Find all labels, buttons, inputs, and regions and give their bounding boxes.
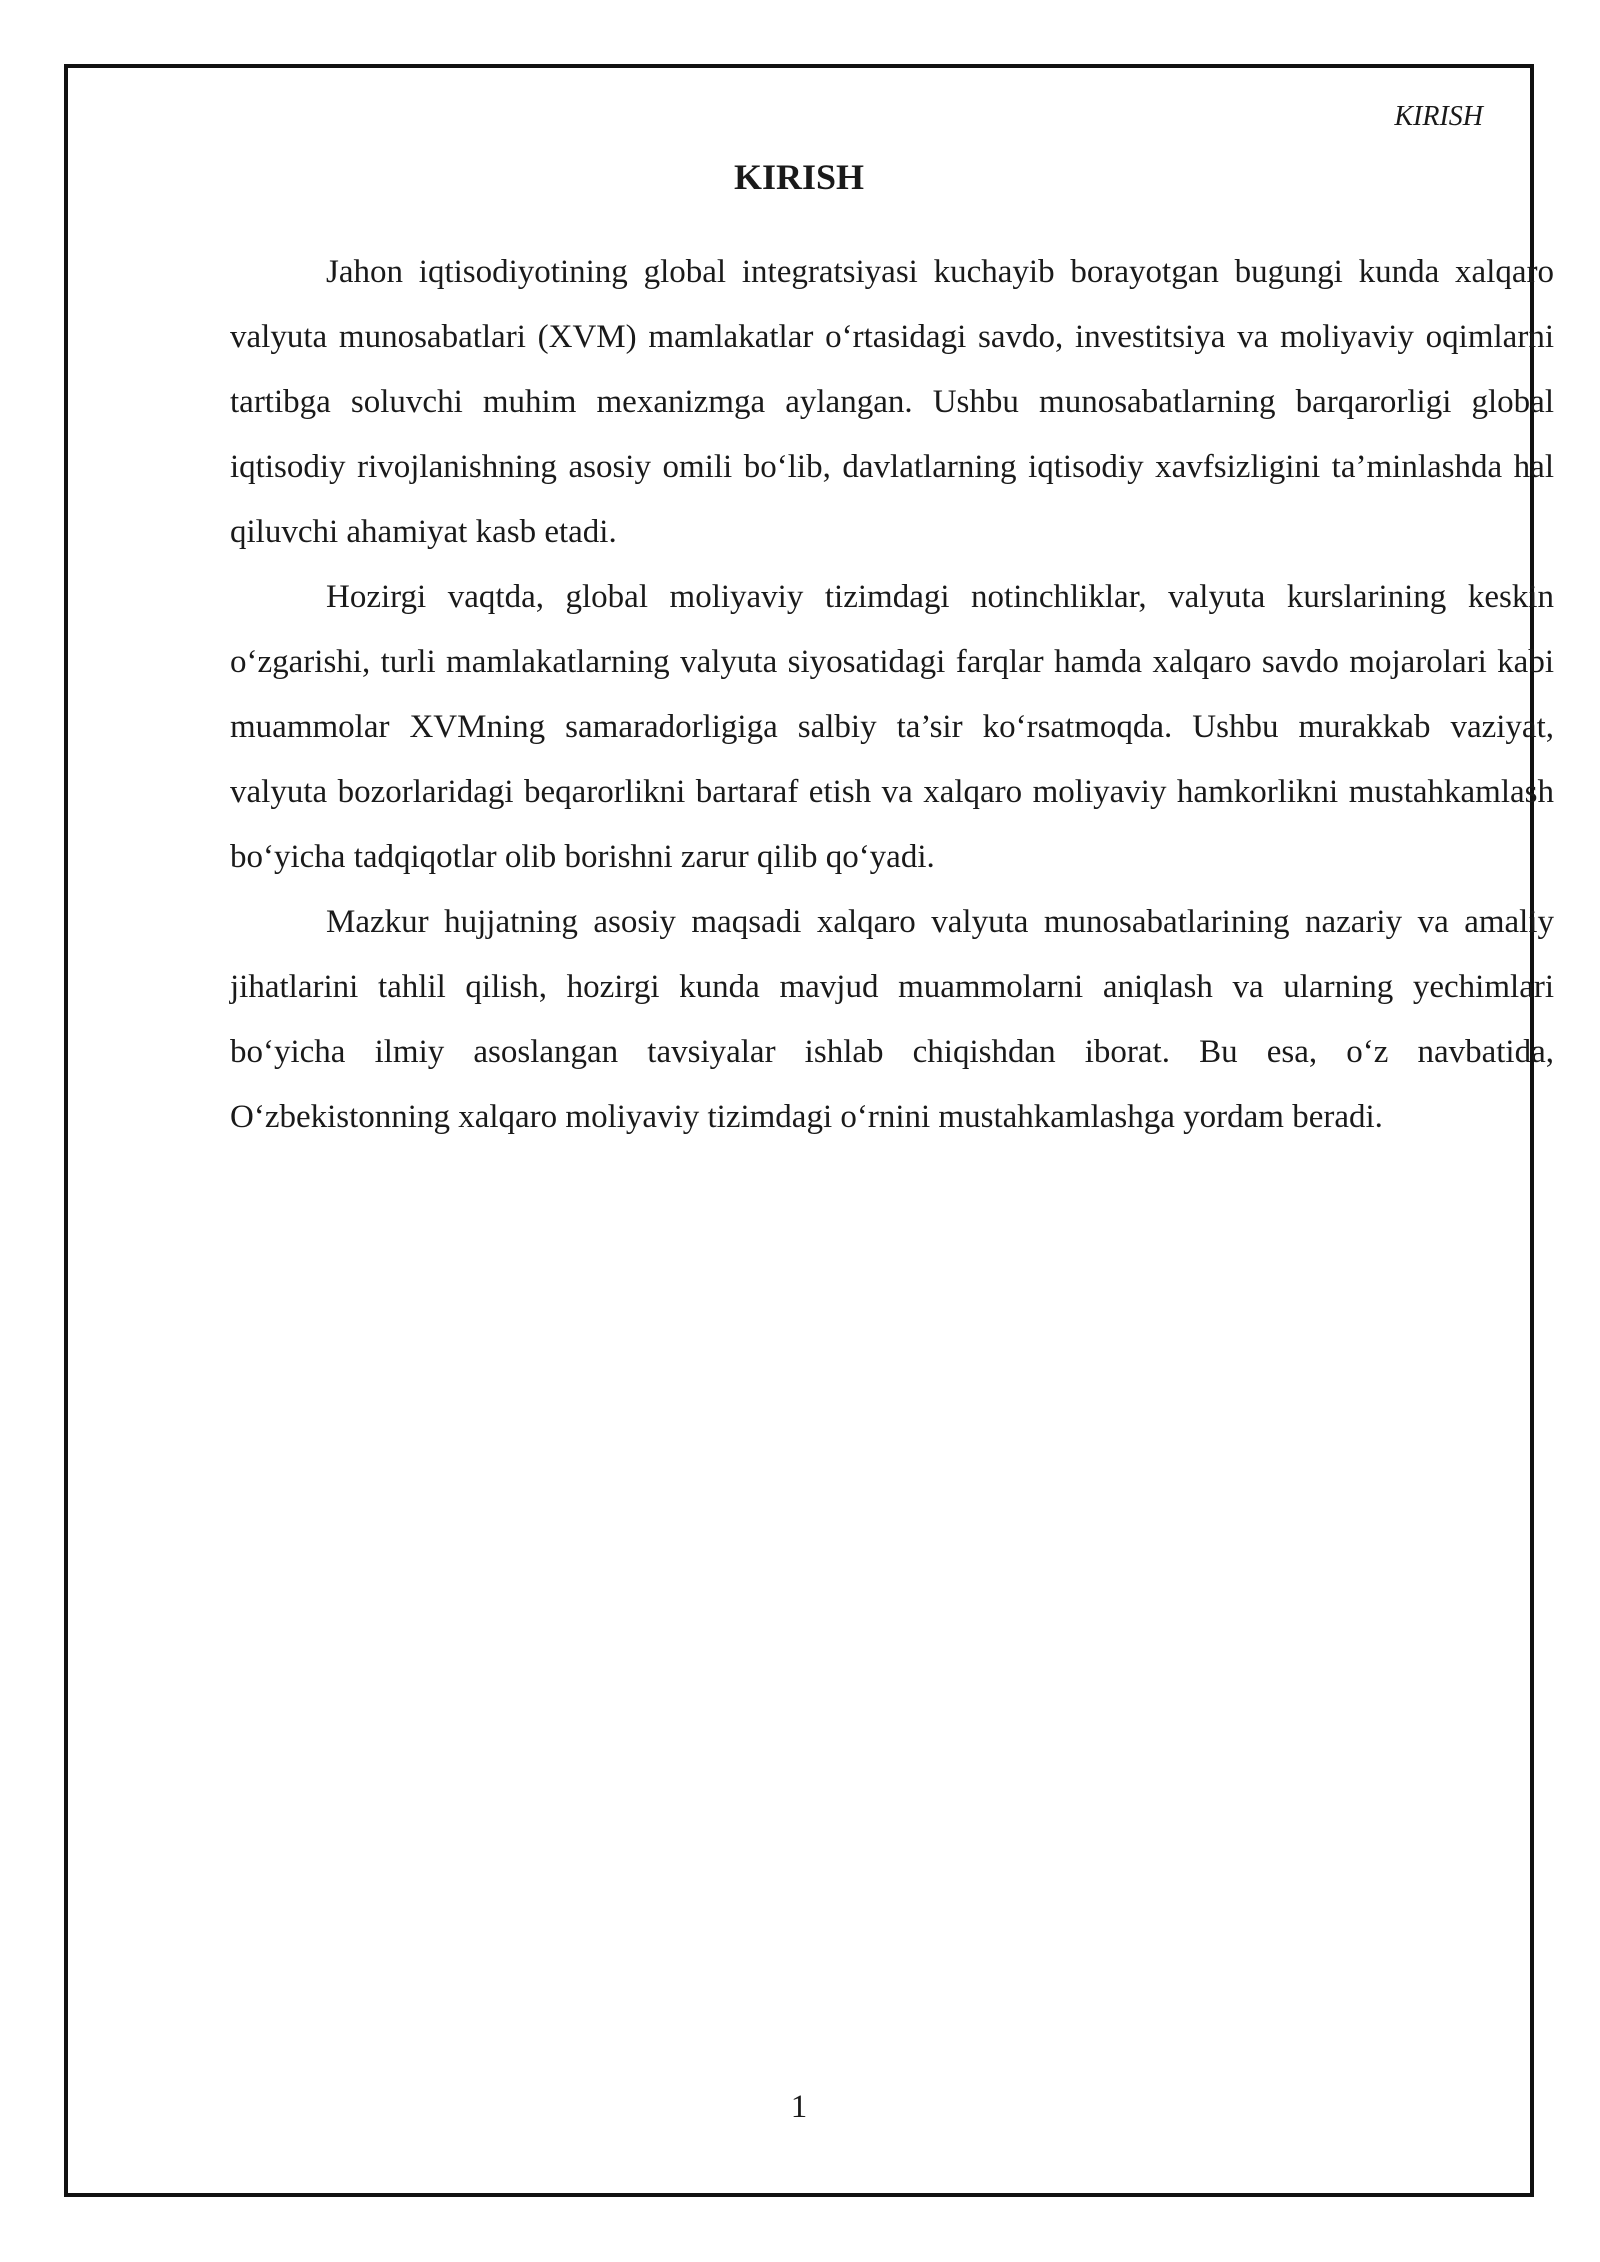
paragraph-3: Mazkur hujjatning asosiy maqsadi xalqaro valyuta munosabatlarining nazariy va amaliy jihatlarini tahlil qilish, hozirgi kunda mavjud muammolarni aniqlash va ularning yechimlari bo‘yicha ilmiy asoslangan tavsiyalar ishlab chiqishdan iborat. Bu esa, o‘z navbatida, O‘zbekistonning xalqaro moliyaviy tizimdagi o‘rnini mustahkamlashga yordam beradi. [230, 904, 1554, 1135]
page-frame [64, 64, 1554, 2197]
running-header: KIRISH [1394, 101, 1483, 132]
page-number: 1 [790, 2089, 808, 2125]
paragraph-1: Jahon iqtisodiyotining global integratsiyasi kuchayib borayotgan bugungi kunda xalqaro valyuta munosabatlari (XVM) mamlakatlar o‘rtasidagi savdo, investitsiya va moliyaviy oqimlarni tartibga soluvchi muhim mexanizmga aylangan. Ushbu munosabatlarning barqarorligi global iqtisodiy rivojlanishning asosiy omili bo‘lib, davlatlarning iqtisodiy xavfsizligini ta’minlashda hal qiluvchi ahamiyat kasb etadi. [230, 254, 1554, 550]
body-text [230, 240, 1554, 1150]
page-title: KIRISH [733, 157, 865, 197]
paragraph-2: Hozirgi vaqtda, global moliyaviy tizimdagi notinchliklar, valyuta kurslarining keskin o‘zgarishi, turli mamlakatlarning valyuta siyosatidagi farqlar hamda xalqaro savdo mojarolari kabi muammolar XVMning samaradorligiga salbiy ta’sir ko‘rsatmoqda. Ushbu murakkab vaziyat, valyuta bozorlaridagi beqarorlikni bartaraf etish va xalqaro moliyaviy hamkorlikni mustahkamlash bo‘yicha tadqiqotlar olib borishni zarur qilib qo‘yadi. [230, 579, 1554, 875]
